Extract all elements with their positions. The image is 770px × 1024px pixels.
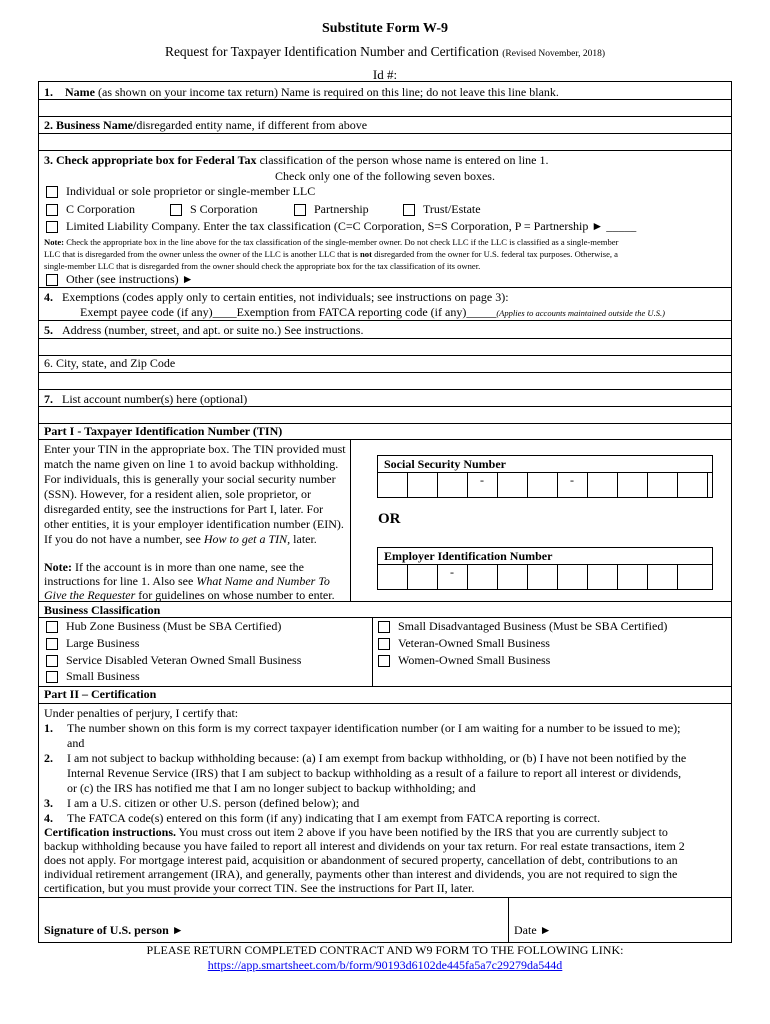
line7-label — [44, 392, 247, 406]
business-name-input[interactable] — [40, 134, 730, 149]
ein-digit-cell[interactable] — [617, 564, 648, 590]
signature-divider — [508, 897, 509, 943]
part1-p4: (SSN). However, for a resident alien, sole proprietor, or — [44, 487, 311, 501]
line5-text: Address (number, street, and apt. or suite no.) See instructions. — [62, 323, 364, 337]
partnership-checkbox[interactable] — [294, 204, 306, 216]
account-numbers-input[interactable] — [40, 407, 730, 422]
line1-text: (as shown on your income tax return) Name is required on this line; do not leave this line blank. — [98, 85, 559, 99]
line1-bold: Name — [65, 85, 95, 99]
ssn-digit-cell[interactable] — [527, 472, 558, 498]
ssn-digit-cell[interactable] — [437, 472, 468, 498]
line1-label — [44, 85, 559, 99]
cert-instr-text: You must cross out item 2 above if you have been notified by the IRS that you are currently subject to — [178, 825, 668, 839]
n2a: instructions for line 1. Also see — [44, 574, 194, 588]
subtitle-text: Request for Taxpayer Identification Number and Certification — [164, 44, 499, 59]
ssn-digit-cell[interactable] — [677, 472, 708, 498]
line2-bold: 2. Business Name/ — [44, 118, 137, 132]
cert-item2c: or (c) the IRS has notified me that I am no longer subject to backup withholding; and — [67, 781, 476, 795]
other-checkbox[interactable] — [46, 274, 58, 286]
id-label: Id #: — [372, 67, 398, 82]
individual-checkbox[interactable] — [46, 186, 58, 198]
return-form-link[interactable]: https://app.smartsheet.com/b/form/90193d6102de445fa5a7c29279da544d — [207, 958, 563, 972]
note-text-2b: not — [360, 249, 372, 259]
line3-label — [44, 153, 548, 167]
ssn-label: Social Security Number — [384, 457, 506, 471]
ein-label: Employer Identification Number — [384, 549, 553, 563]
c-corp-label: C Corporation — [66, 202, 135, 216]
right-border — [731, 81, 732, 943]
note-text-1: Check the appropriate box in the line above for the tax classification of the single-member owner. Do not check LLC if the LLC is classified as a single-member — [66, 237, 619, 247]
line5-num: 5. — [44, 323, 53, 337]
form-subtitle — [0, 45, 770, 61]
cert-instr-bold: Certification instructions. — [44, 825, 176, 839]
cert-instr-2: backup withholding because you have failed to report all interest and dividends on your tax return. For real estate transactions, item 2 — [44, 839, 685, 853]
cert-instr-1 — [44, 825, 668, 839]
line2-label — [44, 118, 367, 132]
part1-note-2 — [44, 574, 330, 588]
divider — [38, 601, 732, 602]
divider — [38, 81, 732, 82]
note-text-2a: LLC that is disregarded from the owner unless the owner of the LLC is another LLC that is — [44, 249, 358, 259]
llc-checkbox[interactable] — [46, 221, 58, 233]
cert-item4: The FATCA code(s) entered on this form (if any) indicating that I am exempt from FATCA reporting is correct. — [67, 811, 601, 825]
ssn-separator: - — [480, 473, 484, 487]
business-divider — [372, 617, 373, 686]
line4-label — [44, 290, 509, 304]
trust-checkbox[interactable] — [403, 204, 415, 216]
line1-num: 1. — [44, 85, 53, 99]
small-disadvantaged-checkbox[interactable] — [378, 621, 390, 633]
date-label: Date ► — [514, 923, 552, 937]
veteran-owned-label: Veteran-Owned Small Business — [398, 636, 550, 650]
other-label: Other (see instructions) ► — [66, 272, 194, 286]
address-input[interactable] — [40, 339, 730, 355]
cert-item1-and: and — [67, 736, 85, 750]
city-state-zip-input[interactable] — [40, 373, 730, 388]
line6-label: 6. City, state, and Zip Code — [44, 356, 176, 370]
ssn-digit-cell[interactable] — [617, 472, 648, 498]
footer-link-wrap — [0, 958, 770, 972]
ssn-digit-cell[interactable] — [377, 472, 408, 498]
part1-note-3 — [44, 588, 335, 602]
revised-date: (Revised November, 2018) — [502, 49, 606, 59]
small-business-label: Small Business — [66, 669, 140, 683]
hub-zone-checkbox[interactable] — [46, 621, 58, 633]
applies-text: (Applies to accounts maintained outside the U.S.) — [496, 308, 665, 318]
cert-item1-num: 1. — [44, 721, 53, 735]
line4-payee — [80, 305, 665, 320]
part2-title: Part II – Certification — [44, 687, 157, 701]
ssn-separator: - — [570, 473, 574, 487]
small-business-checkbox[interactable] — [46, 671, 58, 683]
ein-digit-cell[interactable] — [467, 564, 498, 590]
line7-num: 7. — [44, 392, 53, 406]
line5-label — [44, 323, 363, 337]
part1-p5: disregarded entity, see the instructions for Part I, later. For — [44, 502, 324, 516]
n3b: for guidelines on whose number to enter. — [138, 588, 335, 602]
ein-separator: - — [450, 565, 454, 579]
partnership-label: Partnership — [314, 202, 369, 216]
part1-note-bold: Note: — [44, 560, 72, 574]
exempt-payee-text: Exempt payee code (if any)____Exemption from FATCA reporting code (if any)_____ — [80, 305, 497, 319]
ein-digit-cell[interactable] — [647, 564, 678, 590]
form-title: Substitute Form W-9 — [322, 21, 448, 36]
cert-item2-num: 2. — [44, 751, 53, 765]
part1-p3: For individuals, this is generally your social security number — [44, 472, 336, 486]
divider — [38, 150, 732, 151]
business-title: Business Classification — [44, 603, 161, 617]
ssn-digit-cell[interactable] — [647, 472, 678, 498]
part1-title: Part I - Taxpayer Identification Number (TIN) — [44, 424, 283, 438]
n2b: What Name and Number To — [196, 574, 330, 588]
divider — [38, 116, 732, 117]
large-business-label: Large Business — [66, 636, 140, 650]
women-owned-label: Women-Owned Small Business — [398, 653, 551, 667]
part1-p2: match the name given on line 1 to avoid backup withholding. — [44, 457, 339, 471]
cert-intro: Under penalties of perjury, I certify that: — [44, 706, 239, 720]
small-disadvantaged-label: Small Disadvantaged Business (Must be SBA Certified) — [398, 619, 668, 633]
part1-p7 — [44, 532, 317, 546]
divider — [38, 287, 732, 288]
line3-text: classification of the person whose name is entered on line 1. — [259, 153, 549, 167]
left-border — [38, 81, 39, 943]
cert-instr-3: does not apply. For mortgage interest paid, acquisition or abandonment of secured property, cancellation of debt, contributions to an — [44, 853, 678, 867]
part1-note-text: If the account is in more than one name, see the — [74, 560, 304, 574]
cert-item2b: Internal Revenue Service (IRS) that I am subject to backup withholding as a result of a failure to report all interest or dividends, — [67, 766, 682, 780]
note-text-2c: disregarded from the owner for U.S. federal tax purposes. Otherwise, a — [374, 249, 618, 259]
part1-note-1 — [44, 560, 304, 574]
ssn-digit-cell[interactable] — [407, 472, 438, 498]
n3a: Give the Requester — [44, 588, 136, 602]
line3-sub: Check only one of the following seven boxes. — [275, 169, 495, 183]
line7-text: List account number(s) here (optional) — [62, 392, 248, 406]
part1-p1: Enter your TIN in the appropriate box. The TIN provided must — [44, 442, 346, 456]
divider — [38, 389, 732, 390]
cert-item1: The number shown on this form is my correct taxpayer identification number (or I am waiting for a number to be issued to me); — [67, 721, 681, 735]
veteran-owned-checkbox[interactable] — [378, 638, 390, 650]
note-line-1 — [44, 236, 618, 248]
p7b: How to get a TIN, — [203, 532, 291, 546]
note-line-2 — [44, 248, 618, 260]
divider — [38, 320, 732, 321]
ein-digit-cell[interactable] — [557, 564, 588, 590]
line2-text: disregarded entity name, if different from above — [136, 118, 368, 132]
women-owned-checkbox[interactable] — [378, 655, 390, 667]
name-input[interactable] — [40, 100, 730, 116]
large-business-checkbox[interactable] — [46, 638, 58, 650]
p7a: If you do not have a number, see — [44, 532, 201, 546]
ssn-digit-cell[interactable] — [587, 472, 618, 498]
ein-digit-cell[interactable] — [377, 564, 408, 590]
line4-text: Exemptions (codes apply only to certain entities, not individuals; see instructions on page 3): — [62, 290, 509, 304]
hub-zone-label: Hub Zone Business (Must be SBA Certified) — [66, 619, 282, 633]
cert-item3-num: 3. — [44, 796, 53, 810]
ein-digit-cell[interactable] — [587, 564, 618, 590]
s-corp-checkbox[interactable] — [170, 204, 182, 216]
part1-p6: other entities, it is your employer identification number (EIN). — [44, 517, 344, 531]
cert-instr-5: certification, but you must provide your correct TIN. See the instructions for Part II, later. — [44, 881, 475, 895]
line3-bold: 3. Check appropriate box for Federal Tax — [44, 153, 257, 167]
note-line-3: single-member LLC that is disregarded from the owner should check the appropriate box for the tax classification of its owner. — [44, 261, 481, 271]
cert-item2: I am not subject to backup withholding because: (a) I am exempt from backup withholding, or (b) I have not been notified by the — [67, 751, 687, 765]
note-bold: Note: — [44, 237, 65, 247]
footer-text: PLEASE RETURN COMPLETED CONTRACT AND W9 FORM TO THE FOLLOWING LINK: — [146, 943, 624, 957]
c-corp-checkbox[interactable] — [46, 204, 58, 216]
divider — [38, 617, 732, 618]
signature-label: Signature of U.S. person ► — [44, 923, 184, 937]
trust-label: Trust/Estate — [423, 202, 481, 216]
p7c: later. — [293, 532, 317, 546]
llc-label: Limited Liability Company. Enter the tax classification (C=C Corporation, S=S Corporation, P = Partnership ► _____ — [66, 219, 637, 233]
or-label: OR — [378, 511, 401, 527]
s-corp-label: S Corporation — [190, 202, 258, 216]
cert-item3: I am a U.S. citizen or other U.S. person (defined below); and — [67, 796, 360, 810]
part1-divider — [350, 439, 351, 601]
ein-digit-cell[interactable] — [497, 564, 528, 590]
divider — [38, 439, 732, 440]
individual-label: Individual or sole proprietor or single-member LLC — [66, 184, 316, 198]
line4-num: 4. — [44, 290, 53, 304]
cert-instr-4: individual retirement arrangement (IRA), and generally, payments other than interest and dividends, you are not required to sign the — [44, 867, 678, 881]
ein-digit-cell[interactable] — [407, 564, 438, 590]
ssn-digit-cell[interactable] — [497, 472, 528, 498]
sdvosb-label: Service Disabled Veteran Owned Small Business — [66, 653, 302, 667]
divider — [38, 703, 732, 704]
cert-item4-num: 4. — [44, 811, 53, 825]
ein-digit-cell[interactable] — [527, 564, 558, 590]
sdvosb-checkbox[interactable] — [46, 655, 58, 667]
